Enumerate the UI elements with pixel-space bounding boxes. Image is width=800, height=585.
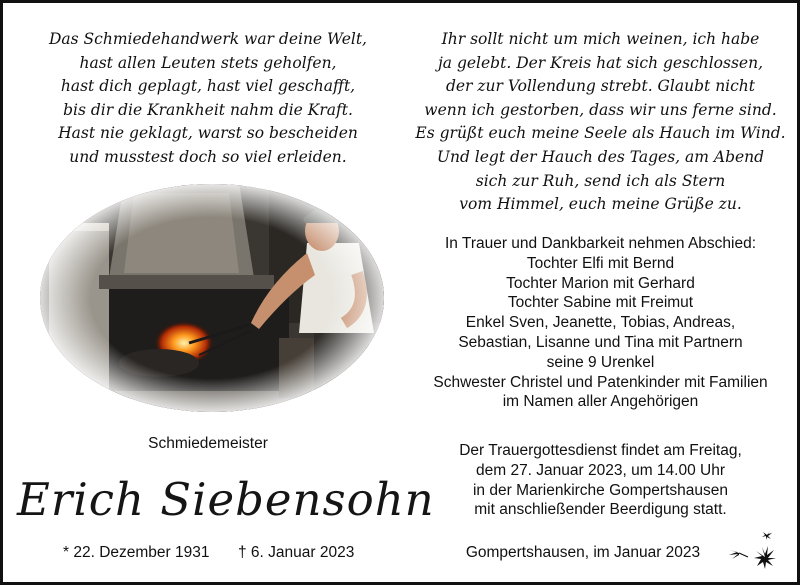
mourners-line: In Trauer und Dankbarkeit nehmen Abschied:	[444, 235, 757, 252]
mourners-line: im Namen aller Angehörigen	[502, 393, 699, 411]
deceased-name: Erich Siebensohn	[17, 473, 435, 526]
poem-right	[408, 28, 793, 217]
place-and-date: Gompertshausen, im Januar 2023	[465, 544, 701, 561]
poem-right-line: sich zur Ruh, send ich als Stern	[475, 171, 726, 190]
leaves-ornament-icon	[727, 529, 779, 573]
mourners-line: Tochter Elfi mit Bernd	[526, 254, 675, 272]
mourners-line: Tochter Sabine mit Freimut	[507, 294, 694, 312]
service-line: dem 27. Januar 2023, um 14.00 Uhr	[475, 461, 725, 479]
mourners-line: Schwester Christel und Patenkinder mit Familien	[433, 373, 768, 391]
funeral-service-info	[408, 441, 793, 520]
poem-left-line: hast dich geplagt, hast viel geschafft,	[60, 77, 356, 96]
service-line: mit anschließender Beerdigung statt.	[474, 501, 727, 519]
poem-left-line: hast allen Leuten stets geholfen,	[79, 53, 337, 72]
poem-left-line: bis dir die Krankheit nahm die Kraft.	[63, 100, 353, 119]
birth-date: * 22. Dezember 1931	[63, 544, 210, 561]
mourners-line: seine 9 Urenkel	[546, 353, 655, 371]
mourners-list	[408, 234, 793, 412]
poem-right-line: Und legt der Hauch des Tages, am Abend	[436, 147, 765, 166]
poem-left-line: Das Schmiedehandwerk war deine Welt,	[49, 30, 367, 48]
poem-right-line: Ihr sollt nicht um mich weinen, ich habe	[441, 30, 760, 48]
poem-right-line: wenn ich gestorben, dass wir uns ferne sind.	[424, 100, 777, 119]
service-line: in der Marienkirche Gompertshausen	[472, 481, 728, 499]
poem-right-line: vom Himmel, euch meine Grüße zu.	[459, 195, 742, 214]
poem-right-line: ja gelebt. Der Kreis hat sich geschlossen,	[437, 53, 763, 72]
poem-left-line: und musstest doch so viel erleiden.	[69, 147, 347, 166]
death-date: † 6. Januar 2023	[238, 544, 355, 561]
blacksmith-photo	[39, 183, 385, 413]
poem-right-line: der zur Vollendung strebt. Glaubt nicht	[445, 77, 756, 96]
deceased-title: Schmiedemeister	[148, 435, 268, 452]
service-line: Der Trauergottesdienst findet am Freitag,	[459, 442, 742, 459]
poem-left-line: Hast nie geklagt, warst so bescheiden	[58, 124, 358, 143]
poem-left	[33, 28, 383, 170]
mourners-line: Tochter Marion mit Gerhard	[506, 274, 695, 292]
mourners-line: Enkel Sven, Jeanette, Tobias, Andreas,	[465, 314, 736, 332]
mourners-line: Sebastian, Lisanne und Tina mit Partnern	[458, 333, 743, 351]
poem-right-line: Es grüßt euch meine Seele als Hauch im Wind.	[415, 124, 786, 143]
